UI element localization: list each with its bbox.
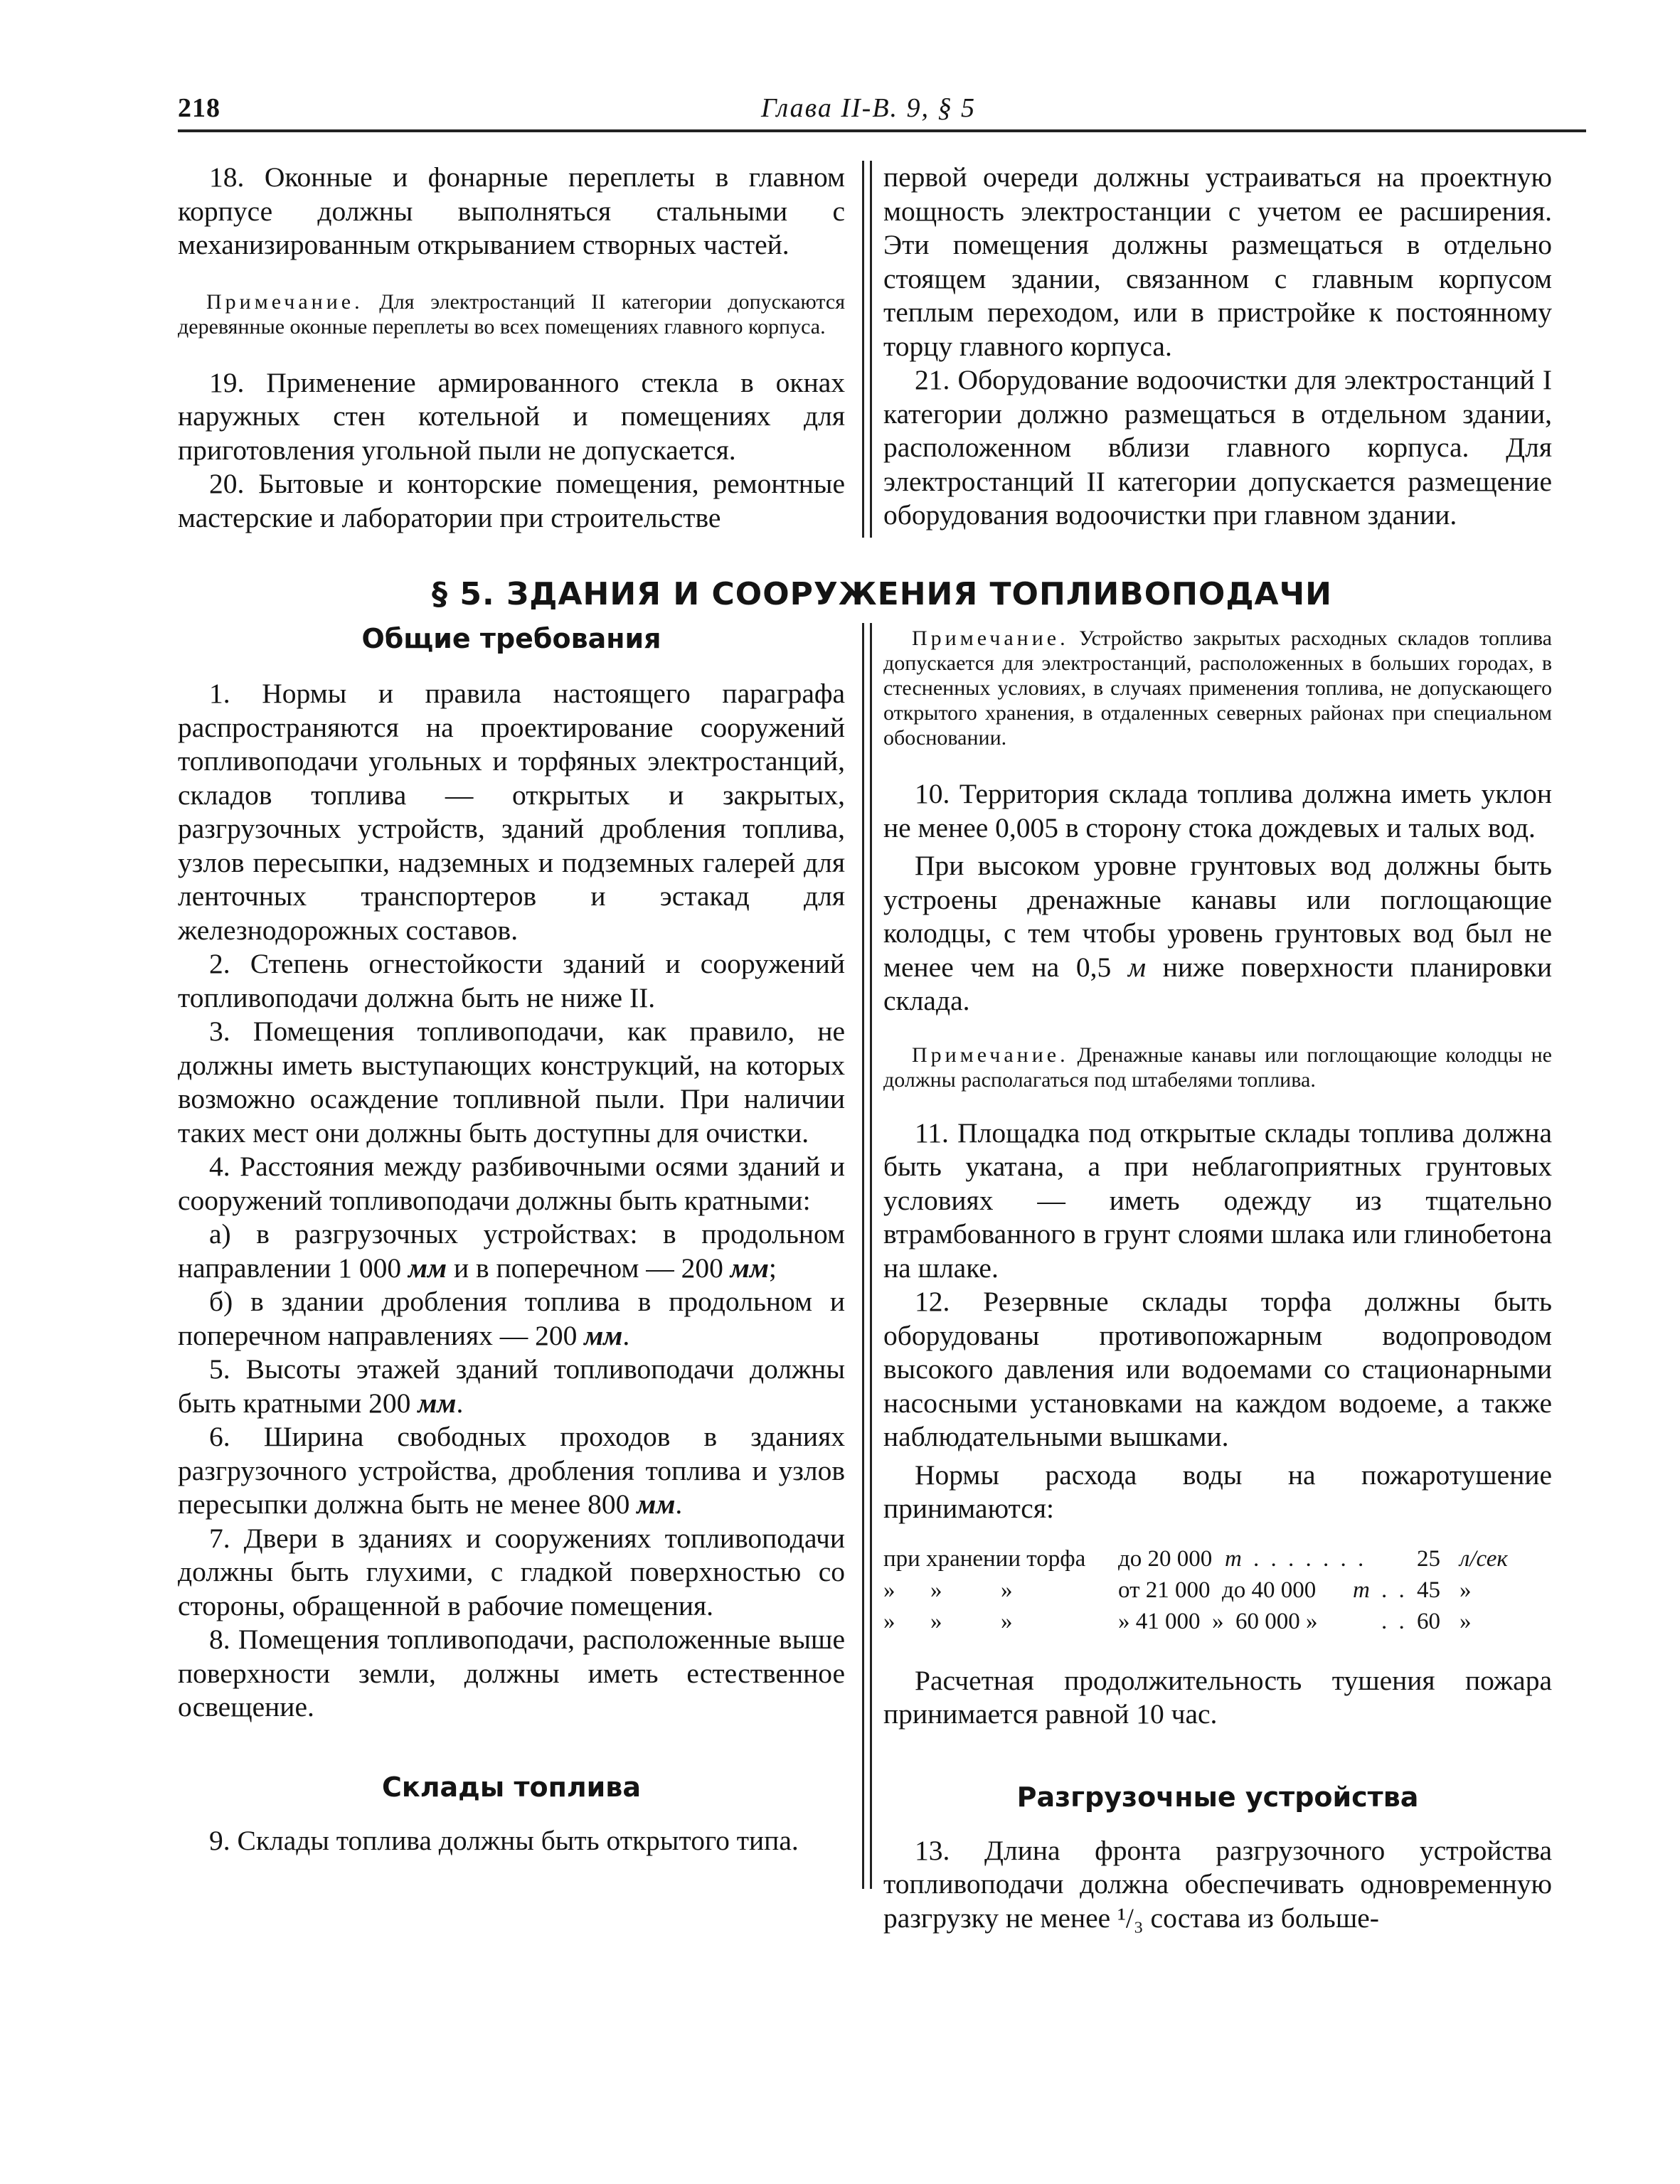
item-10: 10. Территория склада топлива должна иметь уклон не менее 0,005 в сторону стока дождевых и талых вод. <box>883 778 1552 843</box>
item-3: 3. Помещения топливоподачи, как правило, не должны иметь выступающих конструкций, на которых возможно осаждение топливной пыли. При наличии таких мест они должны быть доступны для очистки. <box>178 1016 845 1149</box>
item-6: 6. Ширина свободных проходов в зданиях разгрузочного устройства, дробления топлива и узлов пересыпки должна быть не менее 800 мм. <box>178 1421 845 1520</box>
item-1: 1. Нормы и правила настоящего параграфа распространяются на проектирование сооружений топливоподачи угольных и торфяных электростанций, складов топлива — открытых и закрытых, разгрузочных устройств, зданий дробления топлива, узлов пересыпки, надземных и подземных галерей для ленточных транспортеров и эстакад для железнодорожных составов. <box>178 678 845 946</box>
subheading-unloading: Разгрузочные устройства <box>1016 1781 1419 1813</box>
item-9: 9. Склады топлива должны быть открытого типа. <box>209 1824 799 1856</box>
subheading-storage: Склады топлива <box>382 1771 641 1803</box>
note-storage <box>883 626 1552 750</box>
unit-m: м <box>1127 951 1147 983</box>
item-5: 5. Высоты этажей зданий топливоподачи должны быть кратными 200 мм. <box>178 1353 845 1419</box>
unit-mm: мм <box>584 1319 623 1351</box>
header-rule <box>178 129 1586 132</box>
item-4b: б) в здании дробления топлива в продольном и поперечном направлениях — 200 мм. <box>178 1286 845 1351</box>
fraction-one-third: ¹/₃ <box>1117 1902 1144 1934</box>
section-left-column <box>178 623 845 1858</box>
item-18: 18. Оконные и фонарные переплеты в главном корпусе должны выполняться стальными с механизированным открыванием створных частей. <box>178 161 845 260</box>
note-text: Устройство закрытых расходных складов топлива допускается для электростанций, расположенных в больших городах, в стесненных условиях, в случаях применения топлива, не допускающего открытого хранения, в отдаленных северных районах при специальном обосновании. <box>883 627 1552 750</box>
column-divider-top <box>862 161 872 538</box>
page-number: 218 <box>178 93 220 123</box>
note-text: Для электростанций II категории допускаются деревянные оконные переплеты во всех помещениях главного корпуса. <box>178 289 845 339</box>
table-row: » » » » 41 000 » 60 000 » . . 60 » <box>883 1608 1472 1634</box>
item-2: 2. Степень огнестойкости зданий и сооружений топливоподачи должна быть не ниже II. <box>178 948 845 1013</box>
item-21: 21. Оборудование водоочистки для электростанций I категории должно размещаться в отдельном здании, расположенном вблизи главного корпуса. Для электростанций II категории допускается размещение оборудования водоочистки при главном здании. <box>883 364 1552 531</box>
unit-mm: мм <box>408 1252 447 1284</box>
note-label: Примечание. <box>912 627 1069 650</box>
top-right-column <box>883 161 1552 533</box>
item-8: 8. Помещения топливоподачи, расположенные выше поверхности земли, должны иметь естественное освещение. <box>178 1624 845 1722</box>
note-text: Дренажные канавы или поглощающие колодцы не должны располагаться под штабелями топлива. <box>883 1043 1552 1092</box>
item-13: 13. Длина фронта разгрузочного устройства топливоподачи должна обеспечивать одновременную разгрузку не менее ¹/₃ состава из больше- <box>883 1834 1552 1934</box>
item-12: 12. Резервные склады торфа должны быть оборудованы противопожарным водопроводом высокого давления или водоемами со стационарными насосными установками на каждом водоеме, а также наблюдательными вышками. <box>883 1286 1552 1452</box>
subheading-general: Общие требования <box>361 623 661 654</box>
section-right-column <box>883 626 1552 1935</box>
item-20: 20. Бытовые и конторские помещения, ремонтные мастерские и лаборатории при строительстве <box>178 468 845 533</box>
item-19: 19. Применение армированного стекла в окнах наружных стен котельной и помещениях для приготовления угольной пыли не допускается. <box>178 366 845 466</box>
item-12-duration: Расчетная продолжительность тушения пожара принимается равной 10 час. <box>883 1664 1552 1730</box>
section-heading: § 5. ЗДАНИЯ И СООРУЖЕНИЯ ТОПЛИВОПОДАЧИ <box>432 576 1332 612</box>
table-row: при хранении торфа до 20 000 т . . . . . . . 25 л/сек <box>883 1545 1508 1572</box>
item-4: 4. Расстояния между разбивочными осями зданий и сооружений топливоподачи должны быть кратными: <box>178 1151 845 1216</box>
note-drainage <box>883 1043 1552 1092</box>
item-7: 7. Двери в зданиях и сооружениях топливоподачи должны быть глухими, с гладкой поверхностью со стороны, обращенной в рабочие помещения. <box>178 1522 845 1621</box>
top-left-column <box>178 161 845 535</box>
column-divider-bottom <box>862 623 872 1889</box>
note-label: Примечание. <box>912 1043 1069 1067</box>
table-row: » » » от 21 000 до 40 000 т . . 45 » <box>883 1577 1472 1603</box>
note-label: Примечание. <box>206 289 363 314</box>
unit-mm: мм <box>637 1488 676 1520</box>
item-10-groundwater: При высоком уровне грунтовых вод должны быть устроены дренажные канавы или поглощающие колодцы, с тем чтобы уровень грунтовых вод был не менее чем на 0,5 м ниже поверхности планировки склада. <box>883 850 1553 1016</box>
item-20-continued: первой очереди должны устраиваться на проектную мощность электростанции с учетом ее расширения. Эти помещения должны размещаться в отдельно стоящем здании, связанном с главным корпусом теплым переходом, или в пристройке к постоянному торцу главного корпуса. <box>883 161 1552 362</box>
item-11: 11. Площадка под открытые склады топлива должна быть укатана, а при неблагоприятных грунтовых условиях — иметь одежду из тщательно втрамбованного в грунт слоями шлака или глинобетона на шлаке. <box>883 1117 1552 1284</box>
item-12-water-norms: Нормы расхода воды на пожаротушение принимаются: <box>883 1459 1552 1524</box>
page-header <box>178 88 1586 131</box>
note-18 <box>178 289 845 339</box>
running-head: Глава II-В. 9, § 5 <box>761 93 977 123</box>
item-4a: а) в разгрузочных устройствах: в продольном направлении 1 000 мм и в поперечном — 200 мм; <box>178 1218 845 1284</box>
unit-mm: мм <box>730 1252 769 1284</box>
unit-mm: мм <box>418 1387 457 1419</box>
water-consumption-table <box>883 1543 1552 1637</box>
